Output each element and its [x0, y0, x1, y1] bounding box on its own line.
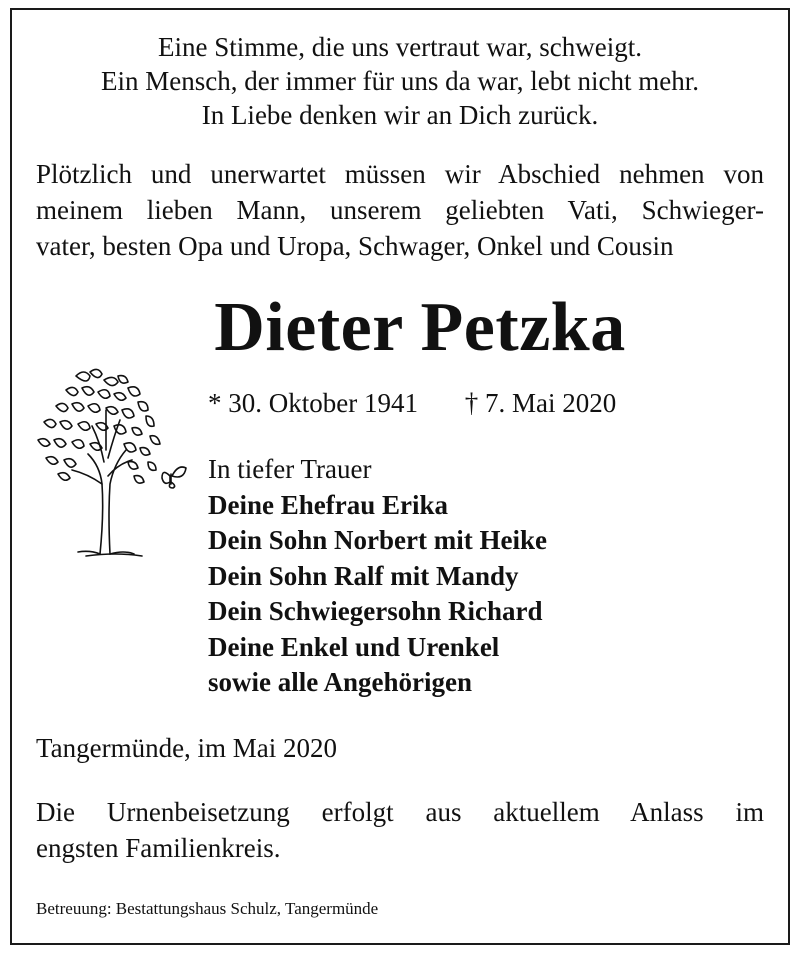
- mourner-name: Deine Enkel und Urenkel: [208, 631, 500, 662]
- announcement-line: meinem lieben Mann, unserem geliebten Vati, Schwieger-: [36, 195, 764, 225]
- mourner-name: Deine Ehefrau Erika: [208, 489, 448, 520]
- verse-line: Ein Mensch, der immer für uns da war, lebt nicht mehr.: [100, 66, 699, 96]
- announcement-line: Plötzlich und unerwartet müssen wir Abschied nehmen von: [36, 159, 764, 189]
- announcement-line: vater, besten Opa und Uropa, Schwager, Onkel und Cousin: [36, 231, 674, 261]
- burial-line: engsten Familienkreis.: [36, 833, 281, 863]
- place-and-date: Tangermünde, im Mai 2020: [36, 733, 338, 763]
- tree-trunk-icon: [72, 410, 142, 556]
- butterfly-icon: [162, 467, 186, 488]
- life-dates: [208, 385, 616, 421]
- announcement-text: [36, 156, 764, 264]
- mourning-phrase: In tiefer Trauer: [208, 454, 372, 484]
- funeral-home-credit: Betreuung: Bestattungshaus Schulz, Tangermünde: [36, 899, 379, 918]
- memorial-verse: [0, 30, 800, 132]
- death-date: † 7. Mai 2020: [464, 388, 617, 418]
- verse-line: In Liebe denken wir an Dich zurück.: [201, 100, 599, 130]
- burial-line: Die Urnenbeisetzung erfolgt aus aktuellem Anlass im: [36, 797, 764, 827]
- tree-with-butterfly-icon: [28, 366, 198, 566]
- birth-date: * 30. Oktober 1941: [208, 388, 418, 418]
- deceased-name: Dieter Petzka: [214, 289, 626, 366]
- tree-canopy-icon: [38, 369, 160, 483]
- burial-notice: [36, 794, 764, 866]
- mourners-list: [208, 452, 547, 701]
- mourner-name: sowie alle Angehörigen: [208, 667, 472, 697]
- verse-line: Eine Stimme, die uns vertraut war, schweigt.: [157, 32, 643, 62]
- mourner-name: Dein Schwiegersohn Richard: [208, 596, 543, 626]
- mourner-name: Dein Sohn Ralf mit Mandy: [208, 560, 519, 591]
- mourner-name: Dein Sohn Norbert mit Heike: [208, 525, 547, 555]
